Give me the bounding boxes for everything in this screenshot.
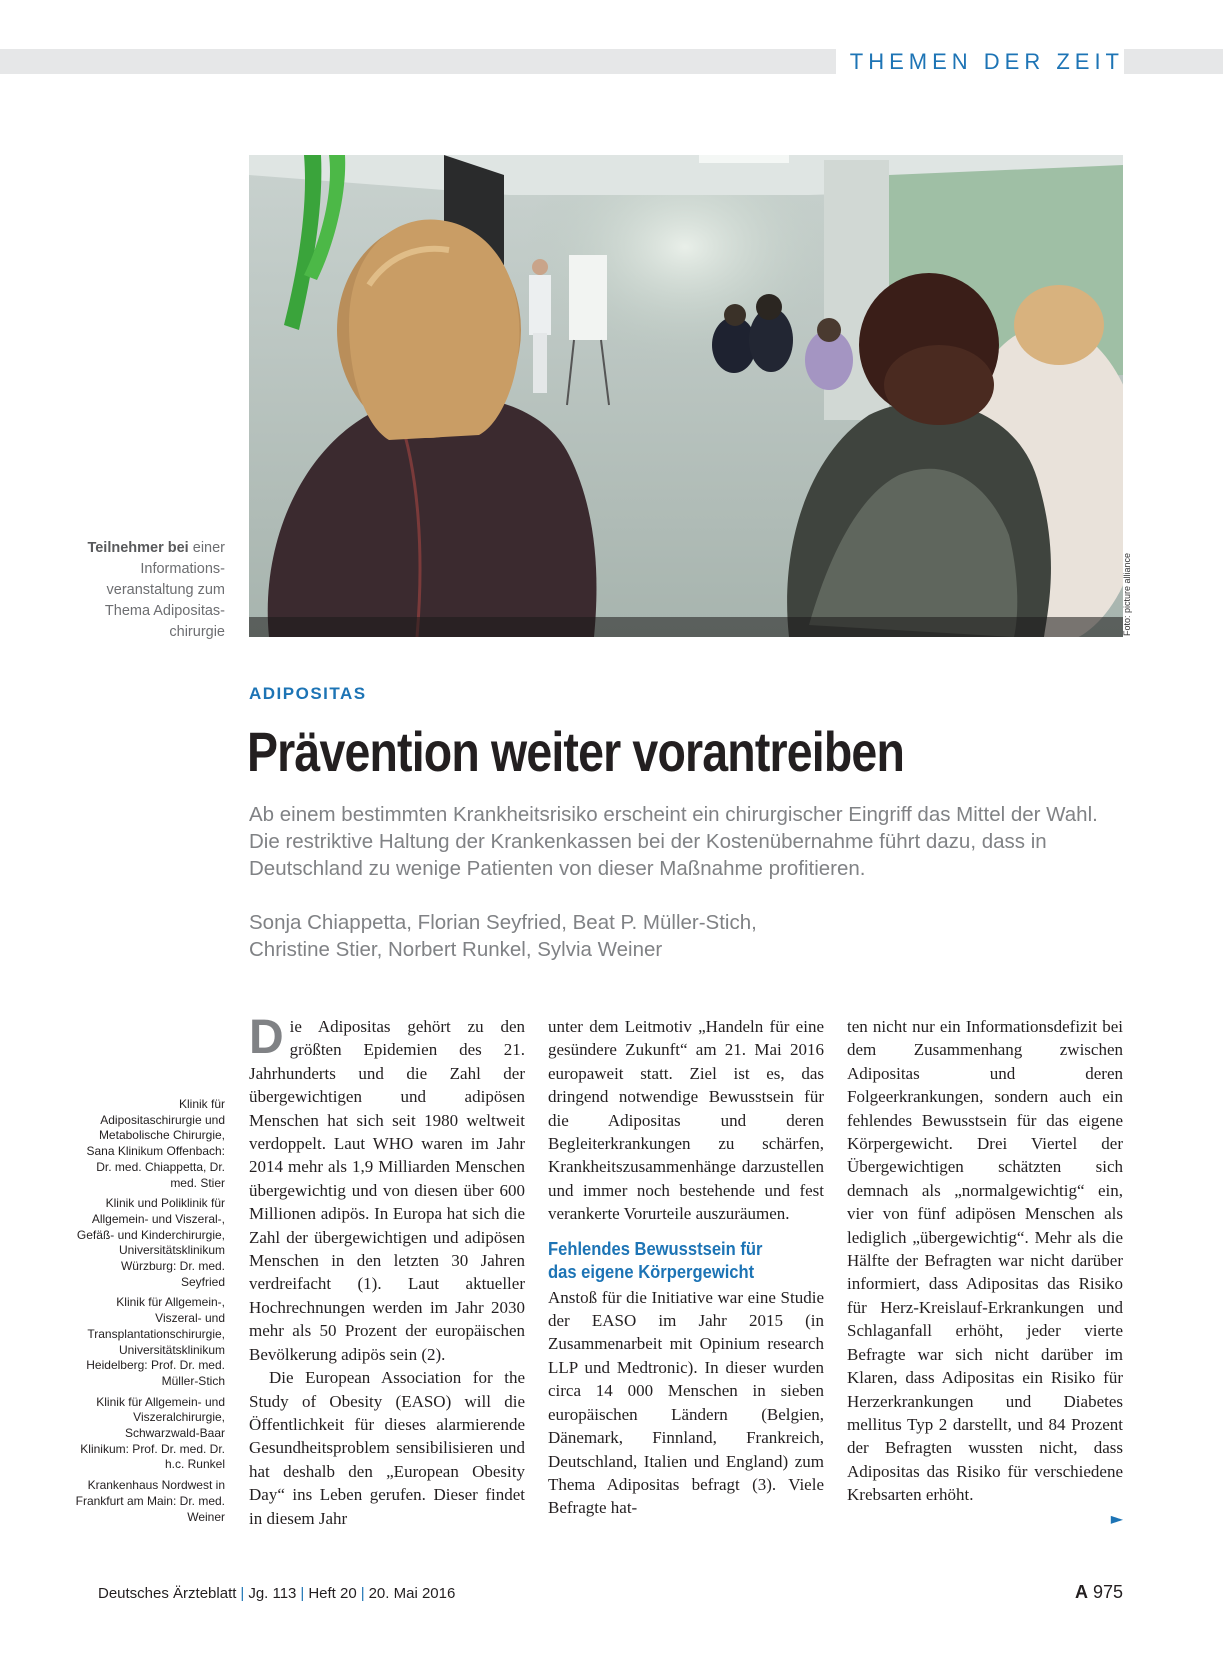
page-footer: [98, 1585, 455, 1602]
body-paragraph: ten nicht nur ein Informationsdefizit bei dem Zusammenhang zwischen Adipositas und deren Folgeerkrankungen, sondern auch ein fehlendes Bewusstsein für das eigene Körpergewicht. Drei Viertel der Übergewichtigen schätzten sich demnach als „normalgewichtig“ ein, vier von fünf adipösen Menschen als lediglich „übergewichtig“. Mehr als die Hälfte der Befragten war nicht darüber informiert, dass Adipositas das Risiko für Herz-Kreislauf-Erkrankungen und Schlaganfall erhöht, jeder vierte Befragte war sich nicht darüber im Klaren, dass Adipositas ein Risiko für Herzerkrankungen und Diabetes mellitus Typ 2 darstellt, und 84 Prozent der Befragten wussten nicht, dass Adipositas das Risiko für verschiedene Krebsarten erhöht.: [847, 1017, 1123, 1505]
affiliation-item: Krankenhaus Nordwest in Frankfurt am Main: Dr. med. Weiner: [75, 1478, 225, 1524]
section-label: THEMEN DER ZEIT: [836, 48, 1124, 76]
photo-credit: Foto: picture alliance: [1122, 552, 1132, 636]
body-paragraph: Anstoß für die Initiative war eine Studie der EASO im Jahr 2015 (in Zusammenarbeit mit Opinium research LLP und Medtronic). In dieser wurden circa 14 000 Menschen in sieben europäischen Ländern (Belgien, Dänemark, Finnland, Frankreich, Deutschland, Italien und England) zum Thema Adipositas befragt (3). Viele Befragte hat-: [548, 1287, 824, 1518]
footer-separator: |: [360, 1585, 365, 1602]
body-column-2: [548, 1015, 824, 1520]
subheading-line-1: Fehlendes Bewusstsein für: [548, 1238, 763, 1259]
continue-arrow-icon[interactable]: ►: [1110, 1508, 1123, 1528]
caption-text: einer Informations-veranstaltung zum Thema Adipositas-chirurgie: [104, 540, 225, 640]
journal-date: 20. Mai 2016: [368, 1585, 456, 1602]
caption-bold: Teilnehmer bei: [87, 540, 189, 556]
paragraph-text: ie Adipositas gehört zu den größten Epidemien des 21. Jahrhunderts und die Zahl der übergewichtigen und adipösen Menschen hat sich seit 1980 weltweit verdoppelt. Laut WHO waren im Jahr 2014 mehr als 1,9 Milliarden Menschen übergewichtig und von diesen über 600 Millionen adipös. In Europa hat sich die Zahl der übergewichtigen und adipösen Menschen in den letzten 30 Jahren verdreifacht (1). Laut aktueller Hochrechnungen werden im Jahr 2030 mehr als 50 Prozent der europäischen Bevölkerung adipös sein (2).: [249, 1017, 525, 1364]
affiliation-item: Klinik und Poliklinik für Allgemein- und Viszeral-, Gefäß- und Kinderchirurgie, Universitätsklinikum Würzburg: Dr. med. Seyfried: [76, 1196, 225, 1289]
body-paragraph: [249, 1011, 525, 1366]
affiliation-item: Klinik für Allgemein-, Viszeral- und Transplantationschirurgie, Universitätsklinikum Heidelberg: Prof. Dr. med. Müller-Stich: [86, 1295, 225, 1388]
footer-separator: |: [300, 1585, 305, 1602]
authors-line-1: Sonja Chiappetta, Florian Seyfried, Beat P. Müller-Stich,: [249, 911, 757, 934]
subheading-line-2: das eigene Körpergewicht: [548, 1261, 755, 1282]
journal-issue: Heft 20: [308, 1585, 357, 1602]
page-number-value: 975: [1092, 1582, 1123, 1602]
section-subheading: [548, 1238, 824, 1284]
article-lead: Ab einem bestimmten Krankheitsrisiko erscheint ein chirurgischer Eingriff das Mittel der Wahl. Die restriktive Haltung der Krankenkassen bei der Kostenübernahme führt dazu, dass in Deutschland zu wenige Patienten von dieser Maßnahme profitieren.: [249, 803, 1098, 880]
affiliation-item: Klinik für Allgemein- und Viszeralchirurgie, Schwarzwald-Baar Klinikum: Prof. Dr. med. Dr. h.c. Runkel: [80, 1394, 225, 1472]
drop-cap: D: [249, 1011, 284, 1064]
journal-name: Deutsches Ärzteblatt: [98, 1585, 237, 1602]
body-column-3: [847, 1015, 1123, 1530]
author-affiliations: [75, 1097, 225, 1530]
body-paragraph: unter dem Leitmotiv „Handeln für eine gesündere Zukunft“ am 21. Mai 2016 europaweit statt. Ziel ist es, das dringend notwendige Bewusstsein für die Adipositas und deren Begleiterkrankungen zu schärfen, Krankheitszusammenhänge darzustellen und immer noch bestehende und fest verankerte Vorurteile auszuräumen.: [548, 1017, 824, 1224]
article-authors: [249, 909, 1129, 963]
article-title: Prävention weiter vorantreiben: [247, 720, 905, 783]
page-prefix: A: [1074, 1582, 1088, 1602]
body-paragraph: Die European Association for the Study of Obesity (EASO) will die Öffentlichkeit für dieses alarmierende Gesundheitsproblem sensibilisieren und hat deshalb den „European Obesity Day“ ins Leben gerufen. Dieser findet in diesem Jahr: [249, 1368, 525, 1528]
body-column-1: [249, 1011, 525, 1530]
page-number: [1075, 1582, 1123, 1603]
affiliation-item: Klinik für Adipositaschirurgie und Metabolische Chirurgie, Sana Klinikum Offenbach: Dr. med. Chiappetta, Dr. med. Stier: [86, 1097, 225, 1190]
photo-caption: [75, 538, 225, 643]
article-photo: [249, 155, 1123, 637]
article-kicker: ADIPOSITAS: [249, 684, 367, 703]
footer-separator: |: [240, 1585, 245, 1602]
journal-volume: Jg. 113: [248, 1585, 297, 1602]
authors-line-2: Christine Stier, Norbert Runkel, Sylvia Weiner: [249, 938, 663, 961]
